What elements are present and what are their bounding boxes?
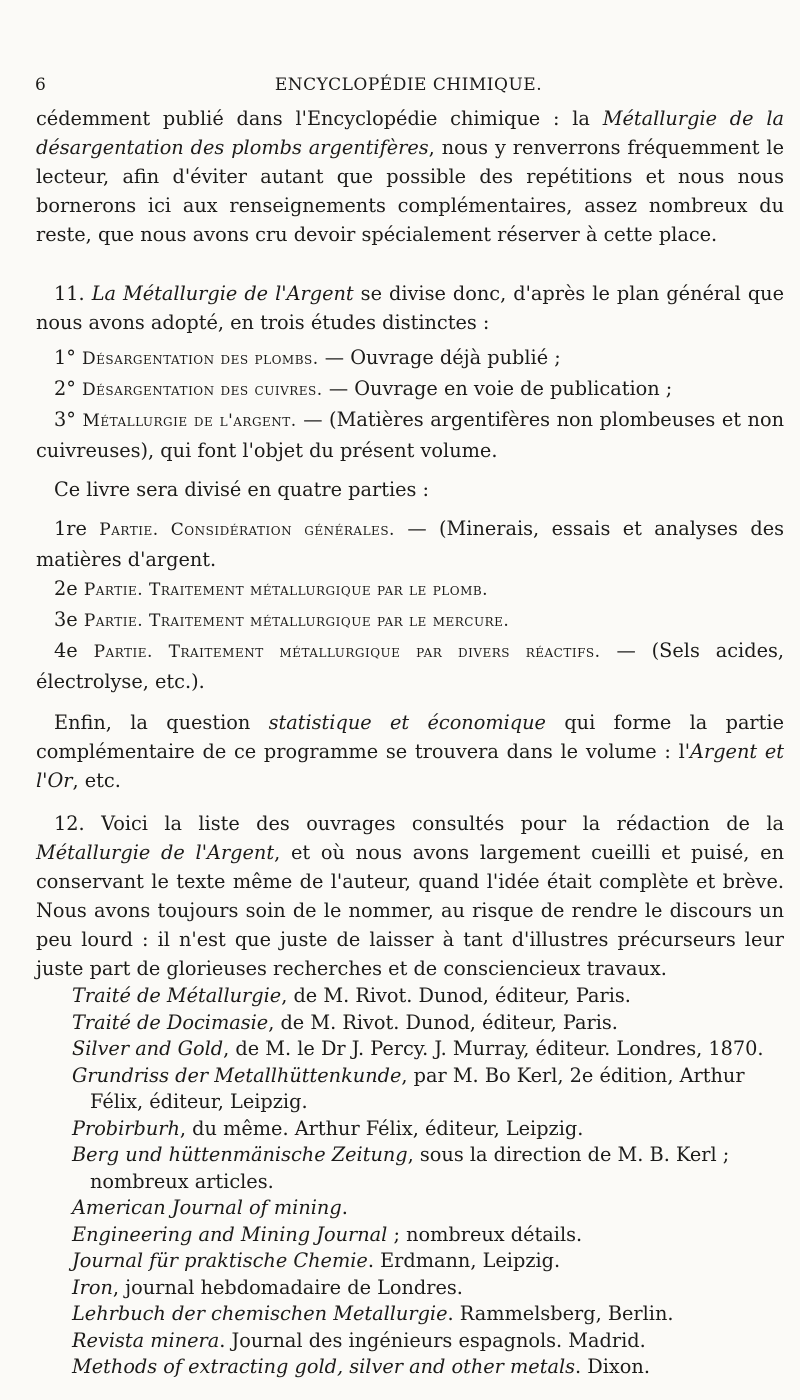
part-label: Partie. Traitement métallurgique par le plomb. bbox=[83, 580, 489, 600]
reference-details: . Rammelsberg, Berlin. bbox=[447, 1302, 674, 1325]
study-text: — (Matières argentifères non plombeuses et non cuivreuses), qui font l'objet du présent volume. bbox=[36, 408, 784, 462]
study-item bbox=[36, 374, 784, 405]
part-number: 1re bbox=[54, 517, 100, 540]
reference-details: ; nombreux détails. bbox=[387, 1222, 583, 1246]
closing-text-3: , etc. bbox=[72, 769, 121, 792]
section-11-text: se divise donc, d'après le plan général que nous avons adopté, en trois études distinctes : bbox=[36, 282, 784, 334]
part-text: — (Sels acides, électrolyse, etc.). bbox=[36, 639, 784, 693]
section-12-paragraph bbox=[36, 809, 784, 983]
part-number: 3e bbox=[54, 608, 84, 631]
reference-title: Journal für praktische Chemie bbox=[72, 1249, 368, 1272]
running-title: ENCYCLOPÉDIE CHIMIQUE. bbox=[274, 75, 543, 95]
reference-details: , sous la direction de M. B. Kerl ; nombreux articles. bbox=[90, 1143, 730, 1193]
parts-intro: Ce livre sera divisé en quatre parties : bbox=[54, 478, 430, 501]
study-label: Métallurgie de l'argent. bbox=[82, 411, 297, 431]
reference-details: . Erdmann, Leipzig. bbox=[367, 1249, 561, 1272]
part-number: 4e bbox=[54, 639, 94, 662]
intro-text-1: cédemment publié dans l'Encyclopédie chimique : la bbox=[36, 107, 603, 130]
closing-italic-2: Argent et l'Or bbox=[36, 740, 784, 792]
part-label: Partie. Traitement métallurgique par divers réactifs. bbox=[93, 642, 601, 662]
reference-item bbox=[36, 1036, 784, 1063]
section-12-text-1: Voici la liste des ouvrages consultés pour la rédaction de la bbox=[101, 812, 785, 835]
study-number: 2° bbox=[54, 377, 83, 400]
section-12-number: 12. bbox=[54, 812, 102, 835]
reference-title: Grundriss der Metallhüttenkunde bbox=[72, 1063, 402, 1087]
reference-item bbox=[36, 1222, 784, 1249]
reference-title: Probirburh bbox=[72, 1116, 180, 1140]
reference-item bbox=[36, 1328, 784, 1355]
study-number: 3° bbox=[54, 408, 83, 431]
reference-item bbox=[36, 1116, 784, 1143]
study-number: 1° bbox=[54, 346, 83, 369]
page-header bbox=[35, 75, 782, 97]
intro-paragraph bbox=[36, 104, 784, 249]
reference-title: Lehrbuch der chemischen Metallurgie bbox=[72, 1302, 448, 1325]
reference-title: Methods of extracting gold, silver and other metals bbox=[72, 1355, 576, 1378]
part-item bbox=[36, 574, 784, 605]
section-12-title: Métallurgie de l'Argent bbox=[36, 841, 275, 864]
reference-item bbox=[36, 1010, 784, 1037]
reference-details: , de M. Rivot. Dunod, éditeur, Paris. bbox=[268, 1010, 618, 1034]
part-label: Partie. Considération générales. bbox=[99, 520, 395, 540]
part-item bbox=[36, 636, 784, 696]
reference-item bbox=[36, 1354, 784, 1381]
part-number: 2e bbox=[54, 577, 84, 600]
section-11-title: La Métallurgie de l'Argent bbox=[91, 282, 354, 305]
study-item bbox=[36, 343, 784, 374]
study-item bbox=[36, 405, 784, 465]
part-item bbox=[36, 514, 784, 574]
study-label: Désargentation des cuivres. bbox=[82, 380, 323, 400]
reference-details: . Dixon. bbox=[575, 1355, 650, 1378]
study-text: — Ouvrage déjà publié ; bbox=[318, 346, 561, 369]
reference-details: , du même. Arthur Félix, éditeur, Leipzig. bbox=[179, 1116, 584, 1140]
reference-title: Berg und hüttenmänische Zeitung bbox=[72, 1143, 408, 1166]
reference-title: Traité de Métallurgie bbox=[72, 984, 282, 1007]
reference-item bbox=[36, 1275, 784, 1302]
reference-title: American Journal of mining bbox=[72, 1196, 342, 1219]
reference-item bbox=[36, 983, 784, 1010]
section-11-number: 11. bbox=[54, 282, 92, 305]
closing-paragraph bbox=[36, 708, 784, 795]
reference-details: , de M. le Dr J. Percy. J. Murray, éditeur. Londres, 1870. bbox=[223, 1037, 764, 1060]
reference-details: , par M. Bo Kerl, 2e édition, Arthur Félix, éditeur, Leipzig. bbox=[90, 1063, 745, 1113]
reference-details: , de M. Rivot. Dunod, éditeur, Paris. bbox=[281, 984, 631, 1007]
intro-title: Métallurgie de la désargentation des plombs argentifères bbox=[36, 107, 784, 159]
reference-item bbox=[36, 1301, 784, 1328]
reference-title: Silver and Gold bbox=[72, 1037, 224, 1060]
reference-title: Engineering and Mining Journal bbox=[72, 1222, 388, 1246]
reference-item bbox=[36, 1195, 784, 1222]
reference-title: Revista minera bbox=[72, 1328, 220, 1352]
reference-item bbox=[36, 1142, 784, 1195]
reference-item bbox=[36, 1248, 784, 1275]
study-text: — Ouvrage en voie de publication ; bbox=[322, 377, 673, 400]
section-12-text-2: , et où nous avons largement cueilli et puisé, en conservant le texte même de l'auteur, quand l'idée était complète et brève. Nous avons toujours soin de le nommer, au risque de rendre le discours un peu lourd : il n'est que juste de laisser à tant d'illustres précurseurs leur juste part de glorieuses recherches et de consciencieux travaux. bbox=[36, 841, 785, 980]
reference-title: Traité de Docimasie bbox=[72, 1010, 269, 1034]
reference-details: . bbox=[341, 1196, 348, 1219]
closing-text-2: qui forme la partie complémentaire de ce programme se trouvera dans le volume : l' bbox=[36, 711, 784, 763]
section-11-paragraph bbox=[36, 279, 784, 337]
closing-text-1: Enfin, la question bbox=[54, 711, 269, 734]
part-label: Partie. Traitement métallurgique par le mercure. bbox=[83, 611, 510, 631]
reference-details: , journal hebdomadaire de Londres. bbox=[112, 1275, 463, 1299]
part-item bbox=[36, 605, 784, 636]
reference-title: Iron bbox=[72, 1275, 113, 1299]
closing-italic-1: statistique et économique bbox=[268, 711, 546, 734]
study-label: Désargentation des plombs. bbox=[82, 349, 319, 369]
body-text bbox=[36, 104, 784, 1381]
part-text: — (Minerais, essais et analyses des matières d'argent. bbox=[36, 517, 784, 571]
reference-item bbox=[36, 1063, 784, 1116]
intro-text-2: , nous y renverrons fréquemment le lecteur, afin d'éviter autant que possible des repétitions et nous nous bornerons ici aux renseignements complémentaires, assez nombreux du reste, que nous avons cru devoir spécialement réserver à cette place. bbox=[36, 136, 784, 246]
page-number: 6 bbox=[35, 75, 47, 95]
reference-list bbox=[36, 983, 784, 1381]
reference-details: . Journal des ingénieurs espagnols. Madrid. bbox=[219, 1328, 646, 1352]
